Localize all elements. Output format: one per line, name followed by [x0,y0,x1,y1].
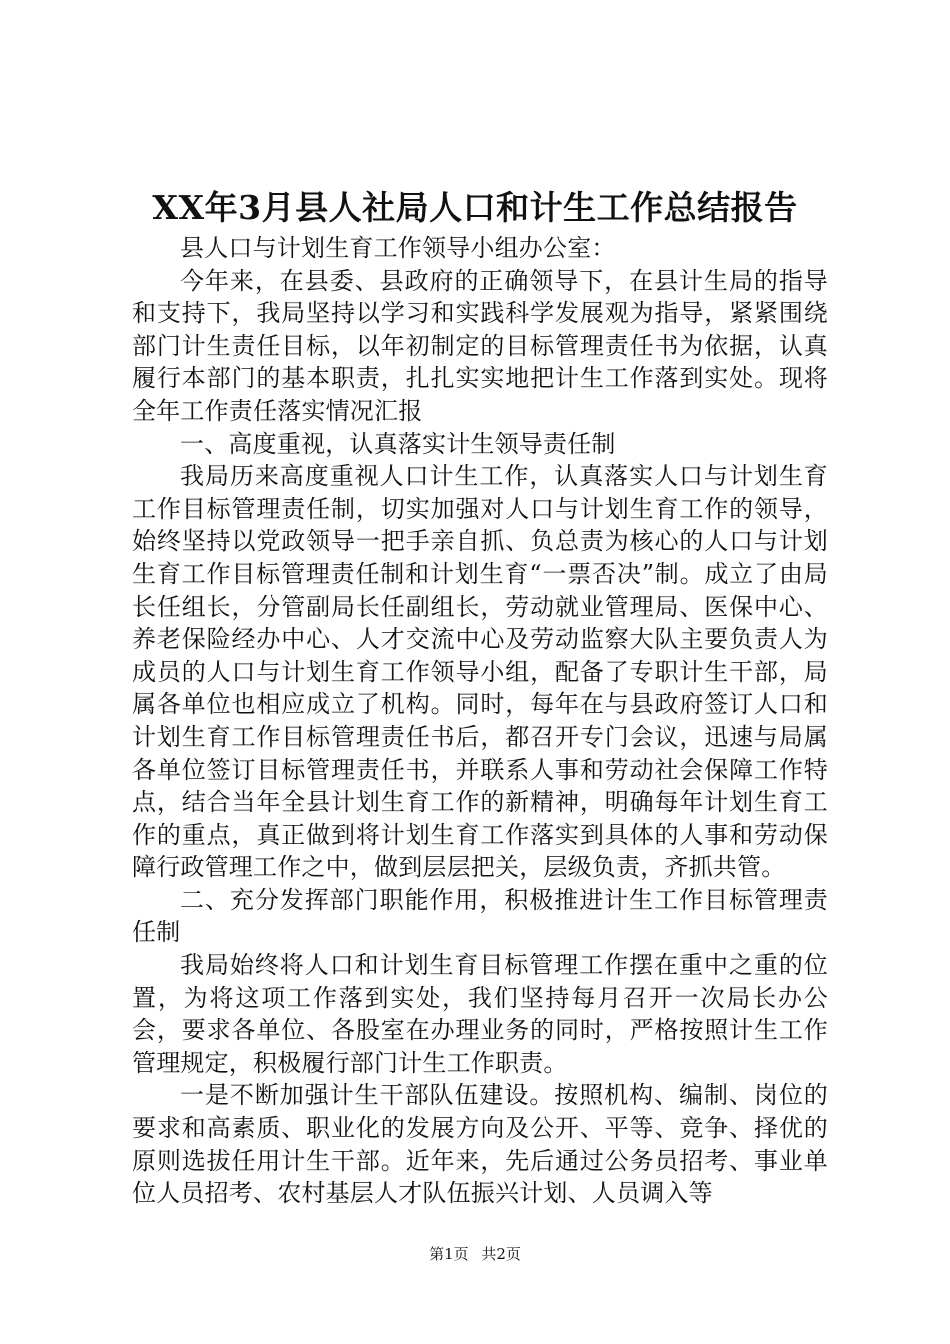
page-title: XX年3月县人社局人口和计生工作总结报告 [152,188,798,227]
section-1-paragraph: 我局历来高度重视人口计生工作，认真落实人口与计划生育工作目标管理责任制，切实加强对人口与计划生育工作的领导，始终坚持以党政领导一把手亲自抓、负总责为核心的人口与计划生育工作目标管理责任制和计划生育“一票否决”制。成立了由局长任组长，分管副局长任副组长，劳动就业管理局、医保中心、养老保险经办中心、人才交流中心及劳动监察大队主要负责人为成员的人口与计划生育工作领导小组，配备了专职计生干部，局属各单位也相应成立了机构。同时，每年在与县政府签订人口和计划生育工作目标管理责任书后，都召开专门会议，迅速与局属各单位签订目标管理责任书，并联系人事和劳动社会保障工作特点，结合当年全县计划生育工作的新精神，明确每年计划生育工作的重点，真正做到将计划生育工作落实到具体的人事和劳动保障行政管理工作之中，做到层层把关，层级负责，齐抓共管。 [132,462,828,882]
page-footer [0,1244,950,1264]
page-total: 共2页 [481,1245,521,1263]
intro-paragraph: 今年来，在县委、县政府的正确领导下，在县计生局的指导和支持下，我局坚持以学习和实践科学发展观为指导，紧紧围绕部门计生责任目标，以年初制定的目标管理责任书为依据，认真履行本部门的基本职责，扎扎实实地把计生工作落到实处。现将全年工作责任落实情况汇报 [132,266,828,425]
section-heading-1: 一、高度重视，认真落实计生领导责任制 [180,429,616,458]
section-2-paragraph: 我局始终将人口和计划生育目标管理工作摆在重中之重的位置，为将这项工作落到实处，我们坚持每月召开一次局长办公会，要求各单位、各股室在办理业务的同时，严格按照计生工作管理规定，积极履行部门计生工作职责。 [132,951,828,1077]
document-body [132,232,828,1210]
section-2-item-1: 一是不断加强计生干部队伍建设。按照机构、编制、岗位的要求和高素质、职业化的发展方向及公开、平等、竞争、择优的原则选拔任用计生干部。近年来，先后通过公务员招考、事业单位人员招考、农村基层人才队伍振兴计划、人员调入等 [132,1081,828,1208]
salutation: 县人口与计划生育工作领导小组办公室： [180,234,616,262]
page-number: 第1页 [429,1245,469,1263]
section-heading-2: 二、充分发挥部门职能作用，积极推进计生工作目标管理责任制 [132,885,828,947]
